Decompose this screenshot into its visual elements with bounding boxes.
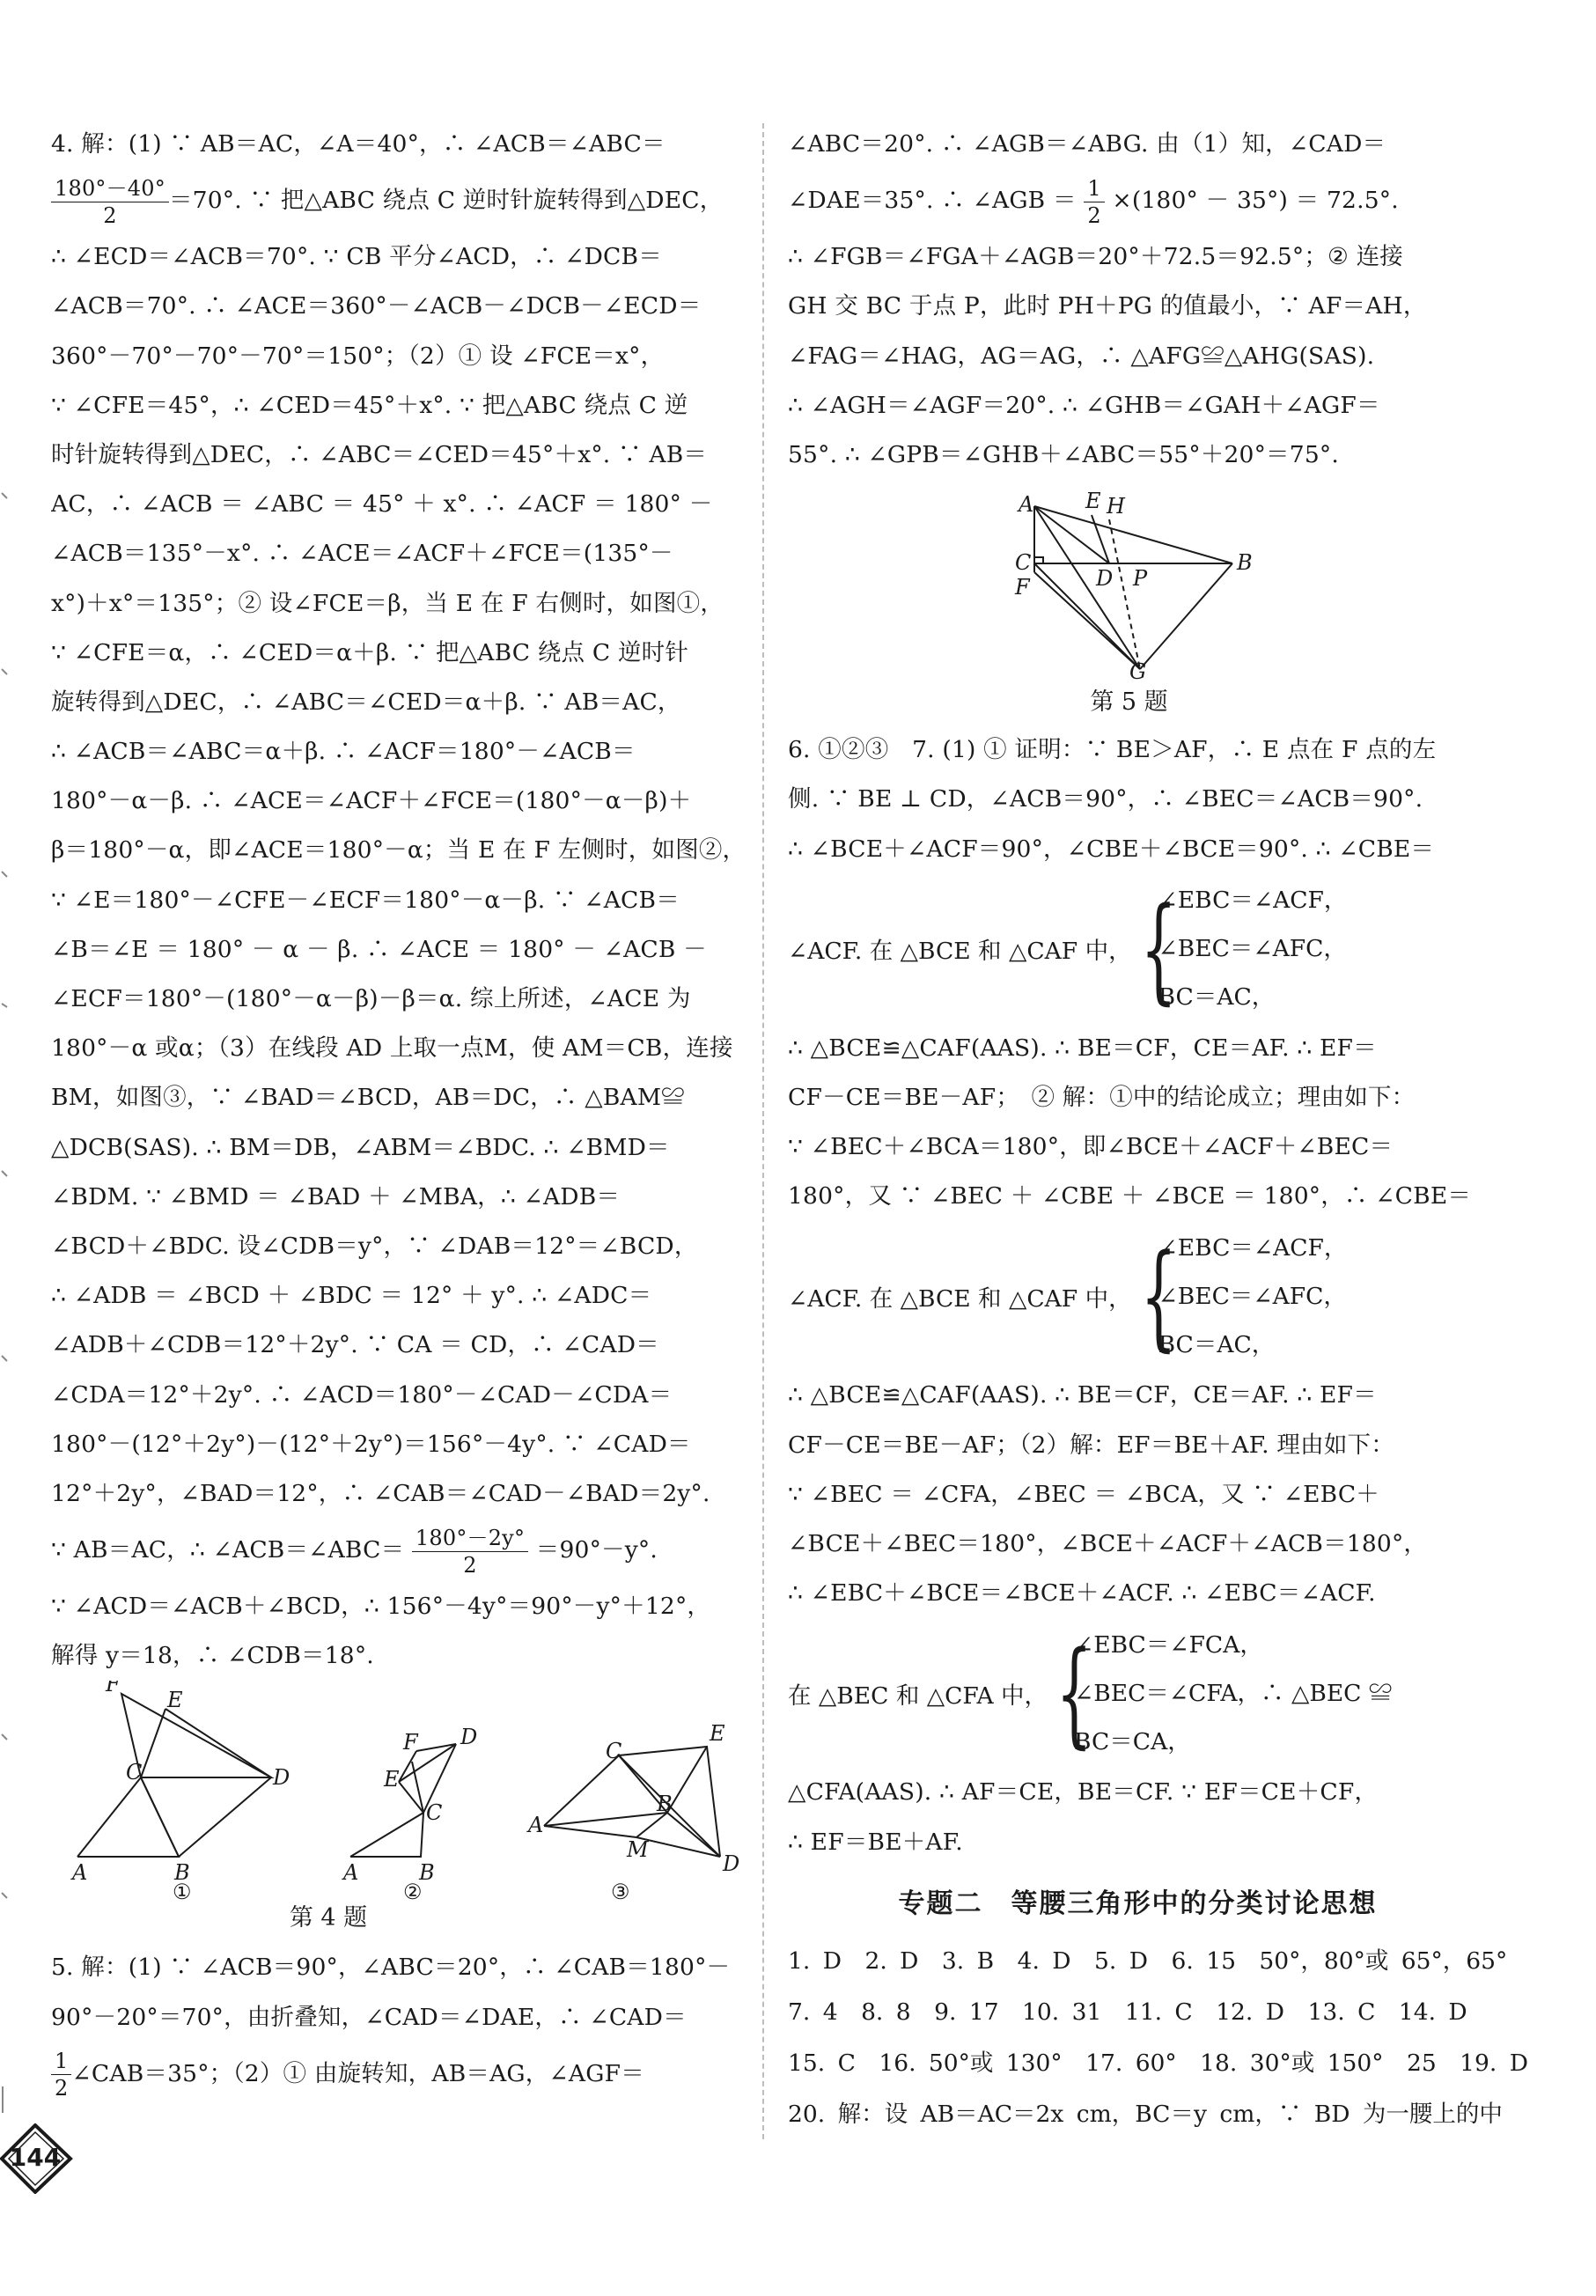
text-line: ∴ ∠BCE＋∠ACF＝90°，∠CBE＋∠BCE＝90°. ∴ ∠CBE＝ — [788, 835, 1435, 863]
text-line: AC，∴ ∠ACB ＝ ∠ABC ＝ 45° ＋ x°. ∴ ∠ACF ＝ 180° － — [51, 490, 713, 519]
text-line: β＝180°－α，即∠ACE＝180°－α；当 E 在 F 左侧时，如图②， — [51, 836, 747, 865]
text-line: BM，如图③，∵ ∠BAD＝∠BCD，AB＝DC，∴ △BAM≌ — [51, 1084, 685, 1112]
label-B: B — [174, 1860, 190, 1886]
figure-q5 — [788, 480, 1488, 684]
label-D: D — [1096, 566, 1114, 592]
label-F: F — [1015, 575, 1030, 600]
label-E: E — [167, 1688, 183, 1713]
text-line: ∠BCD＋∠BDC. 设∠CDB＝y°，∵ ∠DAB＝12°＝∠BCD， — [51, 1232, 698, 1260]
label-C: C — [126, 1760, 143, 1785]
label-B: B — [657, 1792, 673, 1817]
answer-row: 1. D 2. D 3. B 4. D 5. D 6. 15 50°，80°或 65°，65° — [788, 1946, 1508, 1975]
label-A: A — [1019, 492, 1034, 518]
text-line-with-fraction: $\frac{1}{2}$ ∠CAB＝35°；（2）① 由旋转知，AB＝AG，∠AGF＝ — [51, 2042, 747, 2106]
figure-caption: 第 5 题 — [1090, 688, 1168, 717]
figure-number: ③ — [611, 1880, 630, 1902]
text-line: ∠ABC＝20°. ∴ ∠AGB＝∠ABG. 由（1）知，∠CAD＝ — [788, 130, 1386, 158]
text-line: ∴ ∠EBC＋∠BCE＝∠BCE＋∠ACF. ∴ ∠EBC＝∠ACF. — [788, 1579, 1376, 1608]
text-line: ∴ △BCE≌△CAF(AAS). ∴ BE＝CF，CE＝AF. ∴ EF＝ — [788, 1034, 1377, 1062]
text-line: ∠BDM. ∵ ∠BMD ＝ ∠BAD ＋ ∠MBA，∴ ∠ADB＝ — [51, 1182, 621, 1211]
figure-number: ② — [403, 1880, 423, 1902]
text-line: CF－CE＝BE－AF；（2）解：EF＝BE＋AF. 理由如下： — [788, 1431, 1394, 1459]
answer-row: 20. 解：设 AB＝AC＝2x cm，BC＝y cm，∵ BD 为一腰上的中 — [788, 2100, 1503, 2128]
text-line: △DCB(SAS). ∴ BM＝DB，∠ABM＝∠BDC. ∴ ∠BMD＝ — [51, 1133, 670, 1161]
label-M: M — [627, 1837, 649, 1863]
text-line: 5. 解：(1) ∵ ∠ACB＝90°，∠ABC＝20°，∴ ∠CAB＝180°－ — [51, 1954, 731, 1982]
column-divider — [762, 123, 764, 2139]
fraction: $\frac{180^\circ-40^\circ}{2}$ — [51, 175, 169, 229]
text-line: 时针旋转得到△DEC，∴ ∠ABC＝∠CED＝45°＋x°. ∵ AB＝ — [51, 440, 708, 468]
text-line: 解得 y＝18，∴ ∠CDB＝18°. — [51, 1642, 374, 1670]
text-line: ∠ACB＝135°－x°. ∴ ∠ACE＝∠ACF＋∠FCE＝(135°－ — [51, 540, 673, 568]
text-line: ∵ ∠CFE＝α，∴ ∠CED＝α＋β. ∵ 把△ABC 绕点 C 逆时针 — [51, 638, 689, 666]
text-line: 180°，又 ∵ ∠BEC ＋ ∠CBE ＋ ∠BCE ＝ 180°，∴ ∠CBE＝ — [788, 1182, 1472, 1211]
text-line: ∴ ∠ACB＝∠ABC＝α＋β. ∴ ∠ACF＝180°－∠ACB＝ — [51, 738, 636, 766]
label-F: F — [403, 1730, 418, 1755]
label-A: A — [528, 1813, 544, 1838]
text-line: 4. 解：(1) ∵ AB＝AC，∠A＝40°，∴ ∠ACB＝∠ABC＝ — [51, 130, 666, 158]
equation-system: 在 △BEC 和 △CFA 中， { ∠EBC＝∠FCA， ∠BEC＝∠CFA，∴ △BEC ≌ BC＝CA， — [788, 1618, 1488, 1768]
equation-system: ∠ACF. 在 △BCE 和 △CAF 中， { ∠EBC＝∠ACF， ∠BEC＝∠AFC， BC＝AC， — [788, 874, 1488, 1024]
label-E: E — [384, 1767, 400, 1792]
equation-system: ∠ACF. 在 △BCE 和 △CAF 中， { ∠EBC＝∠ACF， ∠BEC＝∠AFC， BC＝AC， — [788, 1221, 1488, 1371]
figure-q5-g-label: G — [1129, 659, 1147, 685]
label-D: D — [723, 1851, 740, 1877]
text-line: ∵ ∠BEC＋∠BCA＝180°，即∠BCE＋∠ACF＋∠BEC＝ — [788, 1133, 1394, 1161]
label-P: P — [1133, 566, 1148, 592]
label-C: C — [426, 1800, 443, 1826]
text-line: 12°＋2y°，∠BAD＝12°，∴ ∠CAB＝∠CAD－∠BAD＝2y°. — [51, 1479, 710, 1507]
text-line: ∠ADB＋∠CDB＝12°＋2y°. ∵ CA ＝ CD，∴ ∠CAD＝ — [51, 1331, 659, 1359]
text-line: 180°－α－β. ∴ ∠ACE＝∠ACF＋∠FCE＝(180°－α－β)＋ — [51, 787, 692, 815]
label-E: E — [1085, 489, 1101, 514]
brace: { — [1140, 1229, 1177, 1364]
right-column — [788, 120, 1528, 2140]
figure-number: ① — [173, 1880, 192, 1902]
text-line: ∴ △BCE≌△CAF(AAS). ∴ BE＝CF，CE＝AF. ∴ EF＝ — [788, 1381, 1377, 1409]
text-line: △CFA(AAS). ∴ AF＝CE，BE＝CF. ∵ EF＝CE＋CF， — [788, 1778, 1379, 1807]
label-C: C — [606, 1739, 622, 1764]
text-line: CF－CE＝BE－AF； ② 解：①中的结论成立；理由如下： — [788, 1083, 1416, 1111]
figure-caption: 第 4 题 — [289, 1904, 368, 1932]
text-line: ∴ EF＝BE＋AF. — [788, 1828, 963, 1856]
fraction: $\frac{180^\circ-2y^\circ}{2}$ — [412, 1525, 528, 1578]
text-line: ∠ECF＝180°－(180°－α－β)－β＝α. 综上所述，∠ACE 为 — [51, 985, 691, 1012]
page-number: 144 — [9, 2143, 62, 2172]
brace: { — [1140, 881, 1177, 1016]
label-D: D — [273, 1765, 291, 1791]
text-line: 侧. ∵ BE ⊥ CD，∠ACB＝90°，∴ ∠BEC＝∠ACB＝90°. — [788, 785, 1423, 813]
text-line: ∵ ∠CFE＝45°，∴ ∠CED＝45°＋x°. ∵ 把△ABC 绕点 C 逆 — [51, 391, 688, 419]
text-line: GH 交 BC 于点 P，此时 PH＋PG 的值最小，∵ AF＝AH， — [788, 292, 1427, 320]
label-B: B — [1237, 550, 1253, 576]
text-line: ∴ ∠FGB＝∠FGA＋∠AGB＝20°＋72.5＝92.5°；② 连接 — [788, 243, 1404, 271]
text-line: ∴ ∠ADB ＝ ∠BCD ＋ ∠BDC ＝ 12° ＋ y°. ∴ ∠ADC＝ — [51, 1282, 652, 1310]
text-line-with-fraction: ∵ AB＝AC，∴ ∠ACB＝∠ABC＝ $\frac{180^\circ-2y^\circ}{2}$ ＝90°－y°. — [51, 1525, 658, 1578]
fraction: $\frac{1}{2}$ — [1084, 175, 1104, 229]
figure-q5-diagram — [788, 480, 1488, 684]
answer-row: 7. 4 8. 8 9. 17 10. 31 11. C 12. D 13. C 14. D — [788, 1998, 1467, 2026]
label-A: A — [72, 1860, 88, 1886]
text-line-with-fraction: ∠DAE＝35°. ∴ ∠AGB ＝ $\frac{1}{2}$ ×(180° － 35°) ＝ 72.5°. — [788, 175, 1399, 228]
text-line: 6. ①②③ 7. (1) ① 证明：∵ BE＞AF，∴ E 点在 F 点的左 — [788, 736, 1437, 764]
text-line: ∵ ∠E＝180°－∠CFE－∠ECF＝180°－α－β. ∵ ∠ACB＝ — [51, 886, 680, 914]
text-line: ∠BCE＋∠BEC＝180°，∠BCE＋∠ACF＋∠ACB＝180°， — [788, 1530, 1428, 1557]
label-D: D — [460, 1725, 478, 1750]
label-E: E — [710, 1721, 725, 1747]
figure-q4-diagrams — [51, 1681, 747, 1901]
text-line: x°)＋x°＝135°；② 设∠FCE＝β，当 E 在 F 右侧时，如图①， — [51, 589, 724, 617]
figure-q4 — [51, 1681, 747, 1901]
text-line: ∴ ∠AGH＝∠AGF＝20°. ∴ ∠GHB＝∠GAH＋∠AGF＝ — [788, 391, 1380, 419]
text-line: ∠CDA＝12°＋2y°. ∴ ∠ACD＝180°－∠CAD－∠CDA＝ — [51, 1380, 673, 1409]
text-line: 180°－(12°＋2y°)－(12°＋2y°)＝156°－4y°. ∵ ∠CAD＝ — [51, 1430, 691, 1458]
label-C: C — [1015, 550, 1032, 576]
text-line: 180°－α 或α；（3）在线段 AD 上取一点M，使 AM＝CB，连接 — [51, 1034, 733, 1063]
label-B: B — [419, 1860, 435, 1886]
text-line: ∠ACB＝70°. ∴ ∠ACE＝360°－∠ACB－∠DCB－∠ECD＝ — [51, 292, 702, 320]
label-H: H — [1107, 494, 1125, 519]
binding-edge-marks — [0, 0, 12, 2292]
left-column — [51, 120, 747, 2106]
text-line: ∵ ∠BEC ＝ ∠CFA，∠BEC ＝ ∠BCA，又 ∵ ∠EBC＋ — [788, 1480, 1379, 1508]
answer-row: 15. C 16. 50°或 130° 17. 60° 18. 30°或 150° 25 19. D — [788, 2049, 1528, 2077]
label-F: F — [106, 1681, 121, 1697]
text-line: ∠FAG＝∠HAG，AG＝AG，∴ △AFG≌△AHG(SAS). — [788, 342, 1375, 370]
page-number-badge — [0, 2123, 76, 2194]
label-A: A — [343, 1860, 359, 1886]
text-line: ∠B＝∠E ＝ 180° － α － β. ∴ ∠ACE ＝ 180° － ∠ACB － — [51, 935, 707, 963]
text-line-with-fraction: $\frac{180^\circ-40^\circ}{2}$ ＝70°. ∵ 把△ABC 绕点 C 逆时针旋转得到△DEC， — [51, 169, 747, 232]
text-line: 360°－70°－70°－70°＝150°；（2）① 设 ∠FCE＝x°， — [51, 342, 665, 370]
text-line: 旋转得到△DEC，∴ ∠ABC＝∠CED＝α＋β. ∵ AB＝AC， — [51, 688, 681, 716]
section-heading: 专题二 等腰三角形中的分类讨论思想 — [898, 1888, 1378, 1919]
brace: { — [1055, 1626, 1092, 1761]
fraction: $\frac{1}{2}$ — [51, 2048, 71, 2101]
text-line: ∴ ∠ECD＝∠ACB＝70°. ∵ CB 平分∠ACD，∴ ∠DCB＝ — [51, 243, 662, 271]
text-line: 90°－20°＝70°，由折叠知，∠CAD＝∠DAE，∴ ∠CAD＝ — [51, 2003, 687, 2031]
text-line: 55°. ∴ ∠GPB＝∠GHB＋∠ABC＝55°＋20°＝75°. — [788, 440, 1339, 468]
text-line: ∵ ∠ACD＝∠ACB＋∠BCD，∴ 156°－4y°＝90°－y°＋12°， — [51, 1593, 711, 1621]
